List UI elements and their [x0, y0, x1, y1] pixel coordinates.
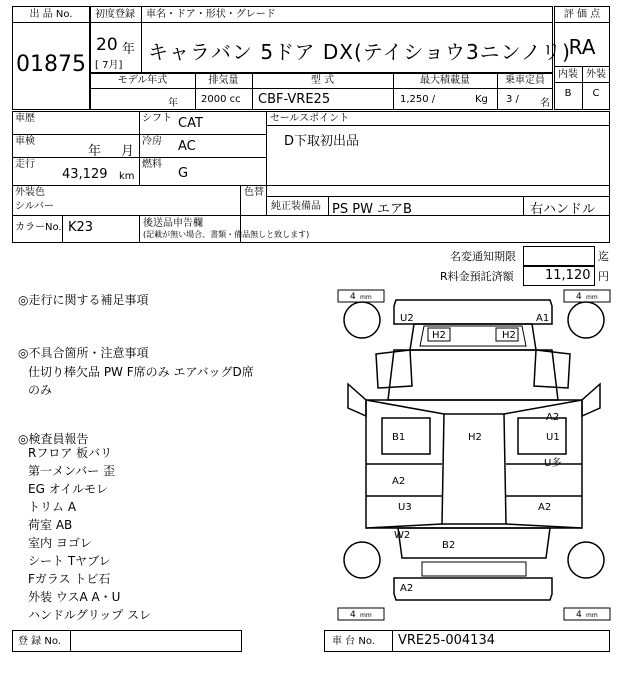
mileage-label: 走行: [15, 159, 35, 170]
inspector-item: Rフロア 板バリ: [28, 446, 113, 460]
load-unit: Kg: [475, 94, 488, 105]
capacity-unit: 名: [540, 98, 550, 109]
damage-mark: U3: [398, 502, 412, 513]
type-value: CBF-VRE25: [258, 92, 331, 107]
color-change-label: 色替: [244, 187, 264, 198]
inspector-item: 外装 ウスA A・U: [28, 590, 121, 604]
sales-point-value: D下取初出品: [284, 134, 360, 149]
grade-label: 評 価 点: [563, 9, 601, 20]
left-front-door: [382, 418, 430, 454]
report-section-2: ◎不具合箇所・注意事項: [18, 346, 149, 360]
model-year-label: モデル年式: [117, 75, 168, 86]
tire-rear-right: [568, 542, 604, 578]
tire-tr-depth: 4: [576, 292, 582, 302]
equip-value: PS PW エアB: [332, 202, 412, 217]
fuel-value: G: [178, 166, 189, 181]
tire-bl-unit: mm: [360, 612, 372, 619]
grade-value: RA: [568, 35, 596, 59]
damage-mark: A2: [392, 476, 406, 487]
type-label: 型 式: [310, 75, 335, 86]
tire-tr-unit: mm: [586, 294, 598, 301]
exterior-grade: C: [592, 88, 600, 99]
displacement-value: 2000 cc: [201, 94, 241, 105]
inspector-item: Fガラス トビ石: [28, 572, 111, 586]
notice-unit: 迄: [598, 250, 609, 263]
first-reg-month: [ 7月]: [95, 60, 123, 71]
interior-grade: B: [564, 88, 572, 99]
damage-mark: B2: [442, 540, 456, 551]
fuel-label: 燃料: [142, 159, 162, 170]
sales-point-label: セールスポイント: [270, 113, 350, 124]
recycle-label: R料金預託済額: [440, 270, 514, 283]
tire-front-left: [344, 302, 380, 338]
damage-mark: H2: [502, 330, 516, 341]
damage-mark: H2: [468, 432, 482, 443]
first-reg-year-unit: 年: [122, 42, 136, 57]
tire-front-right: [568, 302, 604, 338]
inspector-item: 荷室 AB: [28, 518, 73, 532]
inspection-year: 年: [88, 144, 102, 159]
aftermarket-label: 後送品申告欄: [143, 218, 203, 229]
lot-number: 01875: [16, 52, 86, 77]
tire-br-depth: 4: [576, 610, 582, 620]
color-no-label: カラーNo.: [15, 222, 62, 233]
damage-mark: A2: [546, 412, 560, 423]
lot-label: 出 品 No.: [29, 9, 73, 20]
displacement-label: 排気量: [208, 75, 239, 86]
issues-line-1: 仕切り棒欠品 PW F席のみ エアバッグD席: [28, 365, 254, 379]
notice-label: 名変通知期限: [450, 250, 516, 263]
tire-br-unit: mm: [586, 612, 598, 619]
recycle-value: 11,120: [545, 268, 591, 283]
first-reg-label: 初度登録: [95, 9, 135, 20]
mileage-value: 43,129: [62, 167, 108, 182]
history-label: 車歴: [15, 113, 35, 124]
chassis-label: 車 台 No.: [332, 636, 375, 647]
interior-label: 内装: [558, 69, 578, 80]
inspector-item: トリム A: [28, 500, 77, 514]
first-reg-year: 20: [96, 35, 118, 55]
damage-mark: W2: [394, 530, 411, 541]
damage-mark: H2: [432, 330, 446, 341]
color-label: 外装色: [15, 187, 45, 198]
damage-mark: U1: [546, 432, 560, 443]
roof-panel: [442, 414, 506, 524]
exterior-label: 外装: [586, 69, 606, 80]
chassis-value: VRE25-004134: [398, 633, 495, 648]
steering-value: 右ハンドル: [530, 202, 596, 217]
reg-no-label: 登 録 No.: [18, 636, 61, 647]
color-value: シルバー: [15, 201, 55, 212]
tire-bl-depth: 4: [350, 610, 356, 620]
car-name: キャラバン 5ドア DX(テイショウ3ニンノリ): [148, 40, 571, 64]
damage-mark: U2: [400, 313, 414, 324]
ac-value: AC: [178, 139, 196, 154]
mileage-unit: km: [119, 171, 135, 182]
recycle-unit: 円: [598, 270, 609, 283]
car-name-label: 車名・ドア・形状・グレード: [146, 9, 276, 20]
capacity-label: 乗車定員: [505, 75, 545, 86]
inspector-item: 室内 ヨゴレ: [28, 536, 92, 550]
inspector-item: ハンドルグリップ スレ: [28, 608, 152, 622]
inspector-item: シート Tヤブレ: [28, 554, 111, 568]
damage-mark: A2: [400, 583, 414, 594]
tire-rear-left: [344, 542, 380, 578]
load-label: 最大積載量: [420, 75, 470, 86]
ac-label: 冷房: [142, 136, 162, 147]
inspection-month: 月: [121, 144, 135, 159]
tire-tl-depth: 4: [350, 292, 356, 302]
report-section-3: ◎検査員報告: [18, 432, 89, 446]
model-year-unit: 年: [168, 98, 178, 109]
damage-mark: B1: [392, 432, 406, 443]
load-value: 1,250 /: [400, 94, 436, 105]
damage-mark: A1: [536, 313, 550, 324]
shift-value: CAT: [178, 116, 203, 131]
damage-mark: U多: [544, 458, 562, 469]
front-bumper: [394, 300, 552, 324]
aftermarket-note: (記載が無い場合、書類・備品無しと致します): [143, 230, 310, 239]
capacity-value: 3 /: [506, 94, 519, 105]
inspector-item: 第一メンバー 歪: [28, 464, 115, 478]
car-diagram: [336, 288, 612, 622]
inspection-label: 車検: [15, 136, 35, 147]
issues-line-2: のみ: [28, 383, 53, 397]
notice-box: [523, 246, 595, 266]
rear-bumper: [394, 578, 552, 600]
inspector-item: EG オイルモレ: [28, 482, 109, 496]
shift-label: シフト: [142, 113, 172, 124]
damage-mark: A2: [538, 502, 552, 513]
report-section-1: ◎走行に関する補足事項: [18, 293, 149, 307]
tire-tl-unit: mm: [360, 294, 372, 301]
color-no-value: K23: [68, 220, 94, 235]
equip-label: 純正装備品: [271, 201, 321, 212]
